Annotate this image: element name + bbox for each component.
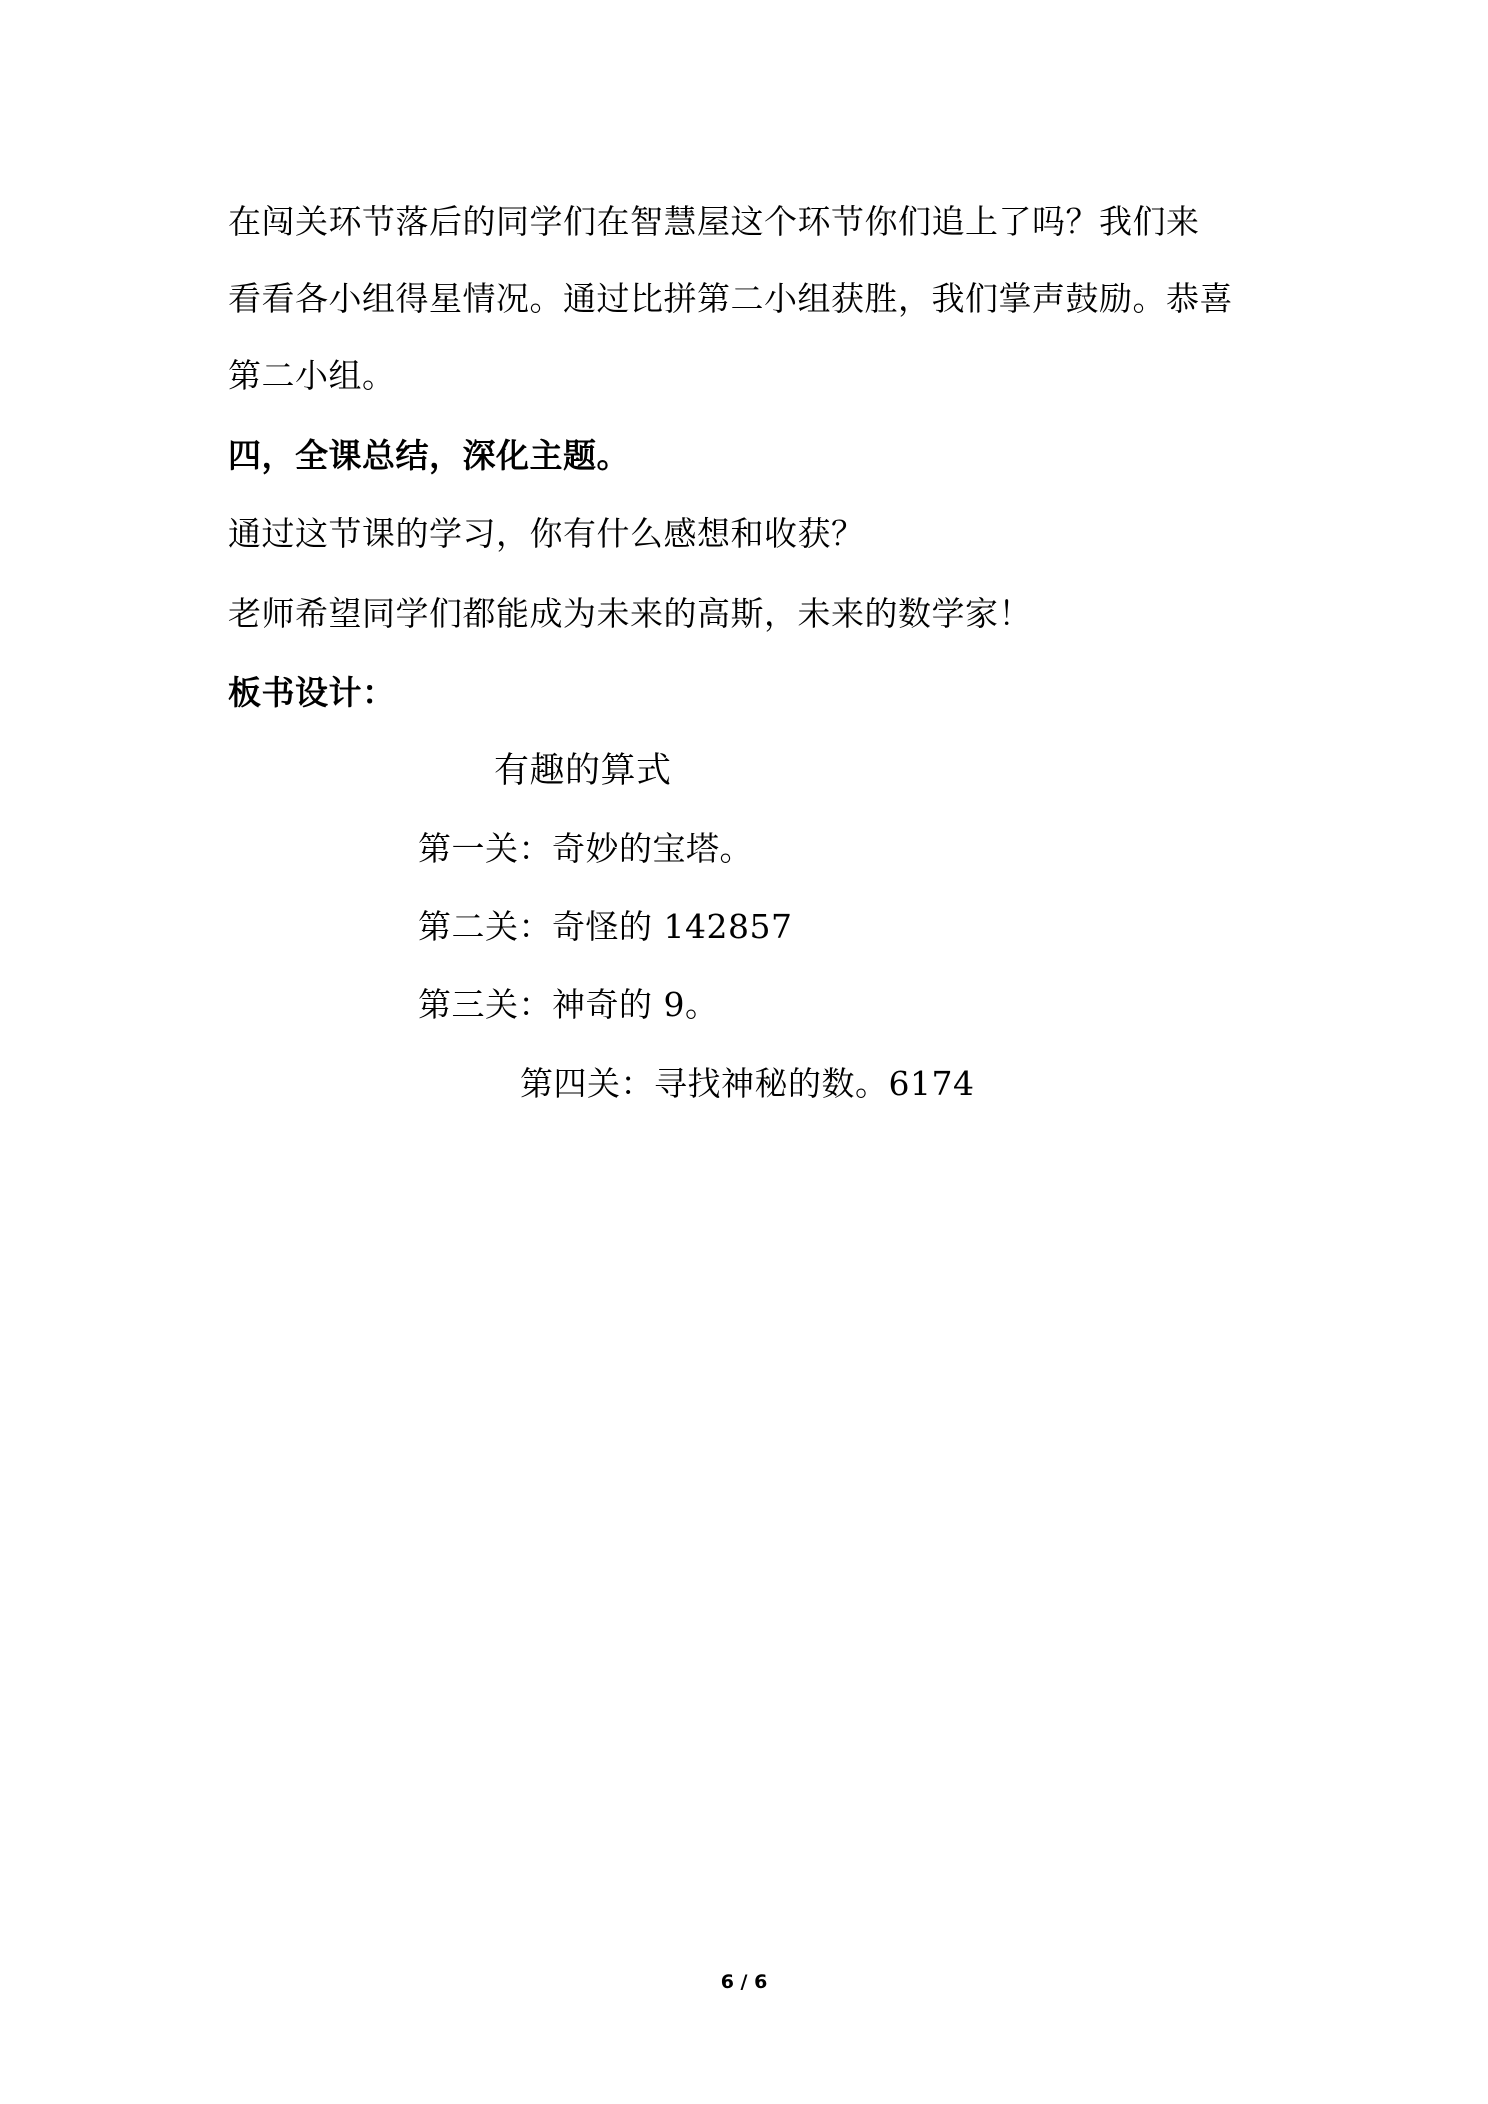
board-design-label: 板书设计：	[228, 673, 396, 712]
section-heading: 四，全课总结，深化主题。	[228, 436, 630, 475]
level-1: 第一关：奇妙的宝塔。	[418, 829, 753, 868]
level-4: 第四关：寻找神秘的数。6174	[520, 1064, 975, 1103]
paragraph-line-3: 第二小组。	[228, 356, 396, 395]
paragraph-line-2: 看看各小组得星情况。通过比拼第二小组获胜，我们掌声鼓励。恭喜	[228, 279, 1233, 318]
page-number: 6 / 6	[720, 1971, 768, 1993]
level-3: 第三关：神奇的 9。	[418, 985, 719, 1024]
reflection-question: 通过这节课的学习，你有什么感想和收获？	[228, 514, 865, 553]
closing-sentence: 老师希望同学们都能成为未来的高斯，未来的数学家！	[228, 594, 1032, 633]
level-2: 第二关：奇怪的 142857	[418, 907, 793, 946]
paragraph-line-1: 在闯关环节落后的同学们在智慧屋这个环节你们追上了吗？我们来	[228, 202, 1200, 241]
board-title: 有趣的算式	[494, 751, 672, 791]
